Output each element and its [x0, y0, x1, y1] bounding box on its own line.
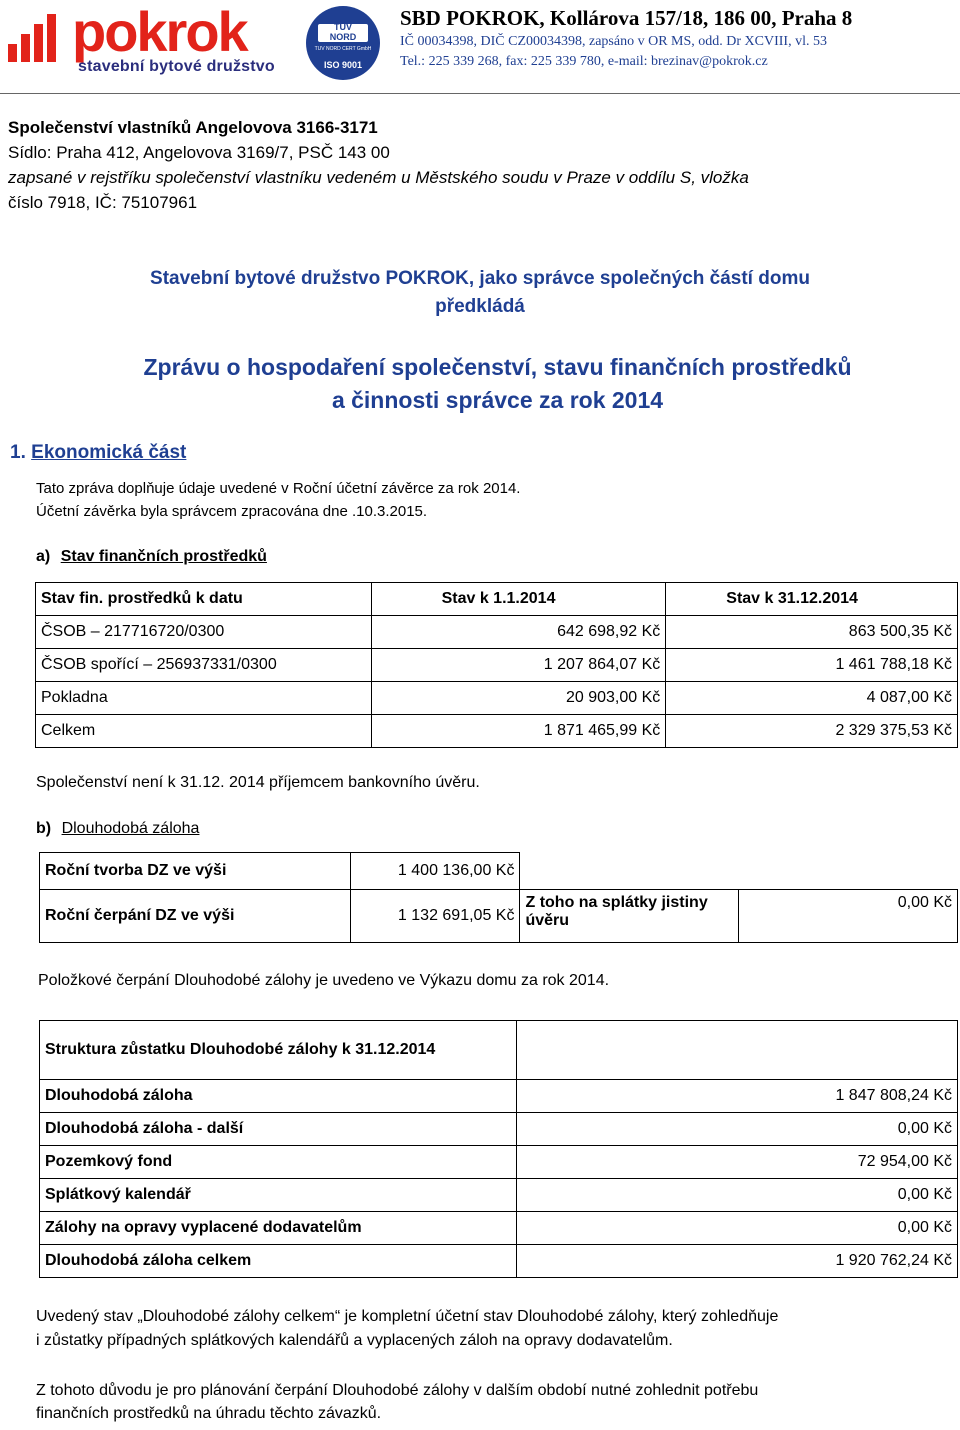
table-cell: 2 329 375,53 Kč — [666, 715, 958, 748]
company-title: SBD POKROK, Kollárova 157/18, 186 00, Praha 8 — [400, 6, 853, 30]
logo-wordmark: pokrok — [72, 0, 247, 63]
owner-title: Společenství vlastníků Angelovova 3166-3171 — [8, 118, 378, 137]
seal-badge: TÜV NORD — [329, 22, 357, 42]
table-row — [40, 1245, 958, 1278]
closing-para-1b: i zůstatky případných splátkových kalendářů a vyplacených záloh na opravy dodavatelům. — [36, 1332, 673, 1349]
closing-para-1a: Uvedený stav „Dlouhodobé zálohy celkem“ je kompletní účetní stav Dlouhodobé zálohy, který zohledňuje — [36, 1308, 779, 1325]
header-divider — [0, 93, 960, 94]
section-title: Ekonomická část — [31, 442, 187, 463]
funds-note: Společenství není k 31.12. 2014 příjemcem bankovního úvěru. — [36, 774, 480, 791]
table-cell: 642 698,92 Kč — [371, 616, 666, 649]
table-cell: Splátkový kalendář — [40, 1179, 517, 1212]
table-row — [40, 1212, 958, 1245]
longterm-label: b) — [36, 820, 52, 837]
longterm-heading — [36, 820, 199, 838]
table-cell: Roční čerpání DZ ve výši — [40, 890, 351, 943]
table-cell: 0,00 Kč — [516, 1179, 958, 1212]
table-header-cell: Stav k 1.1.2014 — [371, 583, 666, 616]
table-row — [36, 715, 958, 748]
table-row — [40, 1113, 958, 1146]
intro-line-2: předkládá — [435, 296, 525, 317]
table-cell: 1 461 788,18 Kč — [666, 649, 958, 682]
section-text-1: Tato zpráva doplňuje údaje uvedené v Roční účetní závěrce za rok 2014. — [36, 480, 521, 497]
table-row — [36, 616, 958, 649]
table-cell: Dlouhodobá záloha — [40, 1080, 517, 1113]
table-cell: Dlouhodobá záloha - další — [40, 1113, 517, 1146]
table-row — [40, 890, 958, 943]
table-cell: 0,00 Kč — [516, 1113, 958, 1146]
section-heading — [10, 442, 186, 464]
report-title-1: Zprávu o hospodaření společenství, stavu finančních prostředků — [143, 354, 852, 380]
table-cell: Zálohy na opravy vyplacené dodavatelům — [40, 1212, 517, 1245]
longterm-title: Dlouhodobá záloha — [61, 820, 200, 837]
longterm-table — [39, 852, 958, 943]
table-header-row — [36, 583, 958, 616]
table-cell: 0,00 Kč — [739, 890, 958, 943]
seal-iso-text: ISO 9001 — [323, 60, 363, 70]
section-text-2: Účetní závěrka byla správcem zpracována dne .10.3.2015. — [36, 503, 428, 520]
closing-para-2b: finančních prostředků na úhradu těchto závazků. — [36, 1405, 382, 1422]
table-cell: ČSOB – 217716720/0300 — [36, 616, 372, 649]
report-title-2: a činnosti správce za rok 2014 — [331, 387, 664, 413]
table-cell: 0,00 Kč — [516, 1212, 958, 1245]
owner-registration-2: číslo 7918, IČ: 75107961 — [8, 193, 198, 212]
owner-registration-1: zapsané v rejstříku společenství vlastníku vedeném u Městského soudu v Praze v oddílu S, vložka — [8, 168, 749, 187]
table-header-cell: Struktura zůstatku Dlouhodobé zálohy k 31.12.2014 — [40, 1021, 517, 1080]
table-cell: 1 871 465,99 Kč — [371, 715, 666, 748]
table-row — [36, 649, 958, 682]
table-cell: Dlouhodobá záloha celkem — [40, 1245, 517, 1278]
table-header-cell: Stav k 31.12.2014 — [666, 583, 958, 616]
table-cell: Z toho na splátky jistiny úvěru — [520, 890, 739, 943]
logo-mark — [8, 8, 70, 62]
table-cell: 1 847 808,24 Kč — [516, 1080, 958, 1113]
table-row — [40, 1080, 958, 1113]
table-row — [40, 1146, 958, 1179]
company-contact[interactable]: Tel.: 225 339 268, fax: 225 339 780, e-mail: brezinav@pokrok.cz — [400, 54, 768, 69]
logo-subtitle: stavební bytové družstvo — [78, 58, 275, 75]
table-cell: 1 400 136,00 Kč — [350, 853, 520, 890]
table-row — [40, 853, 958, 890]
funds-heading — [36, 548, 267, 566]
table-cell: 72 954,00 Kč — [516, 1146, 958, 1179]
owner-seat: Sídlo: Praha 412, Angelovova 3169/7, PSČ 143 00 — [8, 143, 390, 162]
structure-table — [39, 1020, 958, 1278]
longterm-note: Položkové čerpání Dlouhodobé zálohy je uvedeno ve Výkazu domu za rok 2014. — [38, 972, 610, 989]
table-cell: 863 500,35 Kč — [666, 616, 958, 649]
certification-seal-icon — [306, 6, 380, 80]
table-cell: Pokladna — [36, 682, 372, 715]
table-cell: 1 920 762,24 Kč — [516, 1245, 958, 1278]
table-header-row — [40, 1021, 958, 1080]
table-cell: Pozemkový fond — [40, 1146, 517, 1179]
table-cell: Roční tvorba DZ ve výši — [40, 853, 351, 890]
funds-table — [35, 582, 958, 748]
table-row — [36, 682, 958, 715]
table-cell: 1 207 864,07 Kč — [371, 649, 666, 682]
seal-small-text: TUV NORD CERT GmbH — [314, 46, 372, 52]
table-row — [40, 1179, 958, 1212]
table-cell: Celkem — [36, 715, 372, 748]
table-header-cell: Stav fin. prostředků k datu — [36, 583, 372, 616]
table-cell: 1 132 691,05 Kč — [350, 890, 520, 943]
funds-label: a) — [36, 548, 51, 565]
company-registration: IČ 00034398, DIČ CZ00034398, zapsáno v OR MS, odd. Dr XCVIII, vl. 53 — [400, 34, 827, 49]
section-number: 1. — [10, 442, 26, 463]
table-cell: ČSOB spořící – 256937331/0300 — [36, 649, 372, 682]
table-cell: 4 087,00 Kč — [666, 682, 958, 715]
intro-line-1: Stavební bytové družstvo POKROK, jako správce společných částí domu — [150, 268, 810, 289]
table-cell: 20 903,00 Kč — [371, 682, 666, 715]
funds-title: Stav finančních prostředků — [60, 548, 267, 565]
closing-para-2a: Z tohoto důvodu je pro plánování čerpání Dlouhodobé zálohy v dalším období nutné zohlednit potřebu — [36, 1382, 759, 1399]
